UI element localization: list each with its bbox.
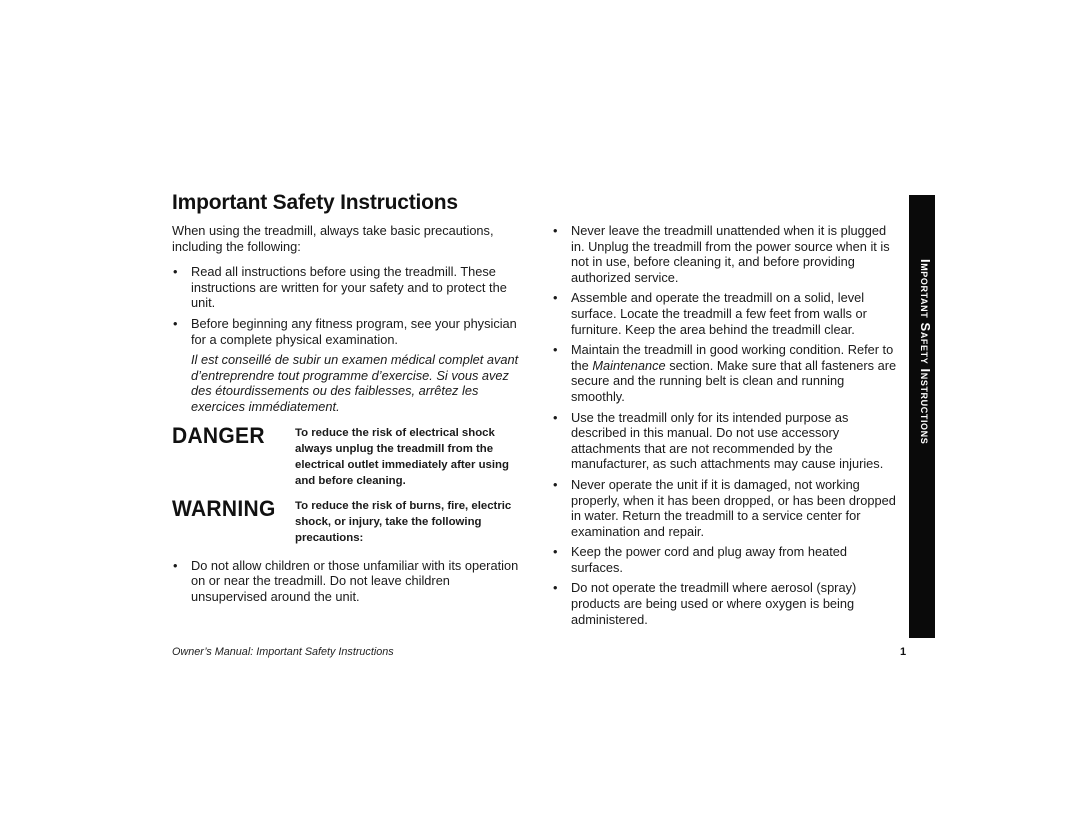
bullet-intended-purpose: • Use the treadmill only for its intended purpose as described in this manual. Do not use accessory attachments that are not recommended by the manufacturer, as such attachments may cause injuries. bbox=[552, 410, 897, 472]
danger-label: DANGER bbox=[172, 423, 265, 448]
bullet-maintenance-text-start: Maintain the treadmill in good working condition. Refer to the bbox=[571, 342, 894, 373]
bullet-see-physician-text: Before beginning any fitness program, see your physician for a complete physical examination. bbox=[191, 315, 517, 347]
maintenance-section-reference: Maintenance bbox=[592, 357, 666, 373]
bullet-aerosol: • Do not operate the treadmill where aerosol (spray) products are being used or where oxygen is being administered. bbox=[552, 580, 897, 627]
bullet-children: • Do not allow children or those unfamiliar with its operation on or near the treadmill. Do not leave children unsupervised around the unit. bbox=[172, 558, 522, 605]
footer-title: Owner’s Manual: Important Safety Instructions bbox=[172, 646, 394, 658]
bullet-damaged-unit: • Never operate the unit if it is damaged, not working properly, when it has been dropped, or has been dropped in water. Return the treadmill to a service center for examination and repair. bbox=[552, 477, 897, 539]
danger-notice bbox=[172, 425, 522, 489]
page-title: Important Safety Instructions bbox=[172, 191, 458, 214]
bullet-maintenance bbox=[552, 342, 897, 404]
section-side-tab bbox=[909, 195, 935, 638]
french-medical-note: Il est conseillé de subir un examen médical complet avant d’entreprendre tout programme d’exercise. Si vous avez des étourdissements ou des faiblesses, arrêtez les exercices immédiatement. bbox=[191, 352, 519, 414]
left-bullet-list-after-warning bbox=[172, 558, 522, 605]
warning-text: To reduce the risk of burns, fire, electric shock, or injury, take the following precautions: bbox=[295, 499, 512, 544]
bullet-see-physician bbox=[172, 316, 522, 347]
left-bullet-list bbox=[172, 264, 522, 347]
bullet-unattended: • Never leave the treadmill unattended when it is plugged in. Unplug the treadmill from the power source when it is not in use, before cleaning it, and before providing authorized service. bbox=[552, 223, 897, 285]
warning-notice bbox=[172, 498, 522, 546]
bullet-maintenance-text-end: section. Make sure that all fasteners are secure and the running belt is clean and running smoothly. bbox=[571, 357, 897, 404]
right-column bbox=[552, 223, 897, 632]
right-bullet-list bbox=[552, 223, 897, 627]
side-tab-label: Important Safety Instructions bbox=[918, 259, 933, 445]
warning-label: WARNING bbox=[172, 496, 276, 521]
left-column bbox=[172, 223, 522, 609]
intro-paragraph: When using the treadmill, always take basic precautions, including the following: bbox=[172, 223, 494, 254]
danger-text: To reduce the risk of electrical shock always unplug the treadmill from the electrical outlet immediately after using and before cleaning. bbox=[295, 426, 509, 487]
bullet-read-instructions: • Read all instructions before using the treadmill. These instructions are written for your safety and to protect the unit. bbox=[172, 264, 522, 311]
bullet-power-cord: • Keep the power cord and plug away from heated surfaces. bbox=[552, 544, 897, 575]
bullet-level-surface: • Assemble and operate the treadmill on a solid, level surface. Locate the treadmill a few feet from walls or furniture. Keep the area behind the treadmill clear. bbox=[552, 290, 897, 337]
page-number: 1 bbox=[900, 646, 907, 658]
